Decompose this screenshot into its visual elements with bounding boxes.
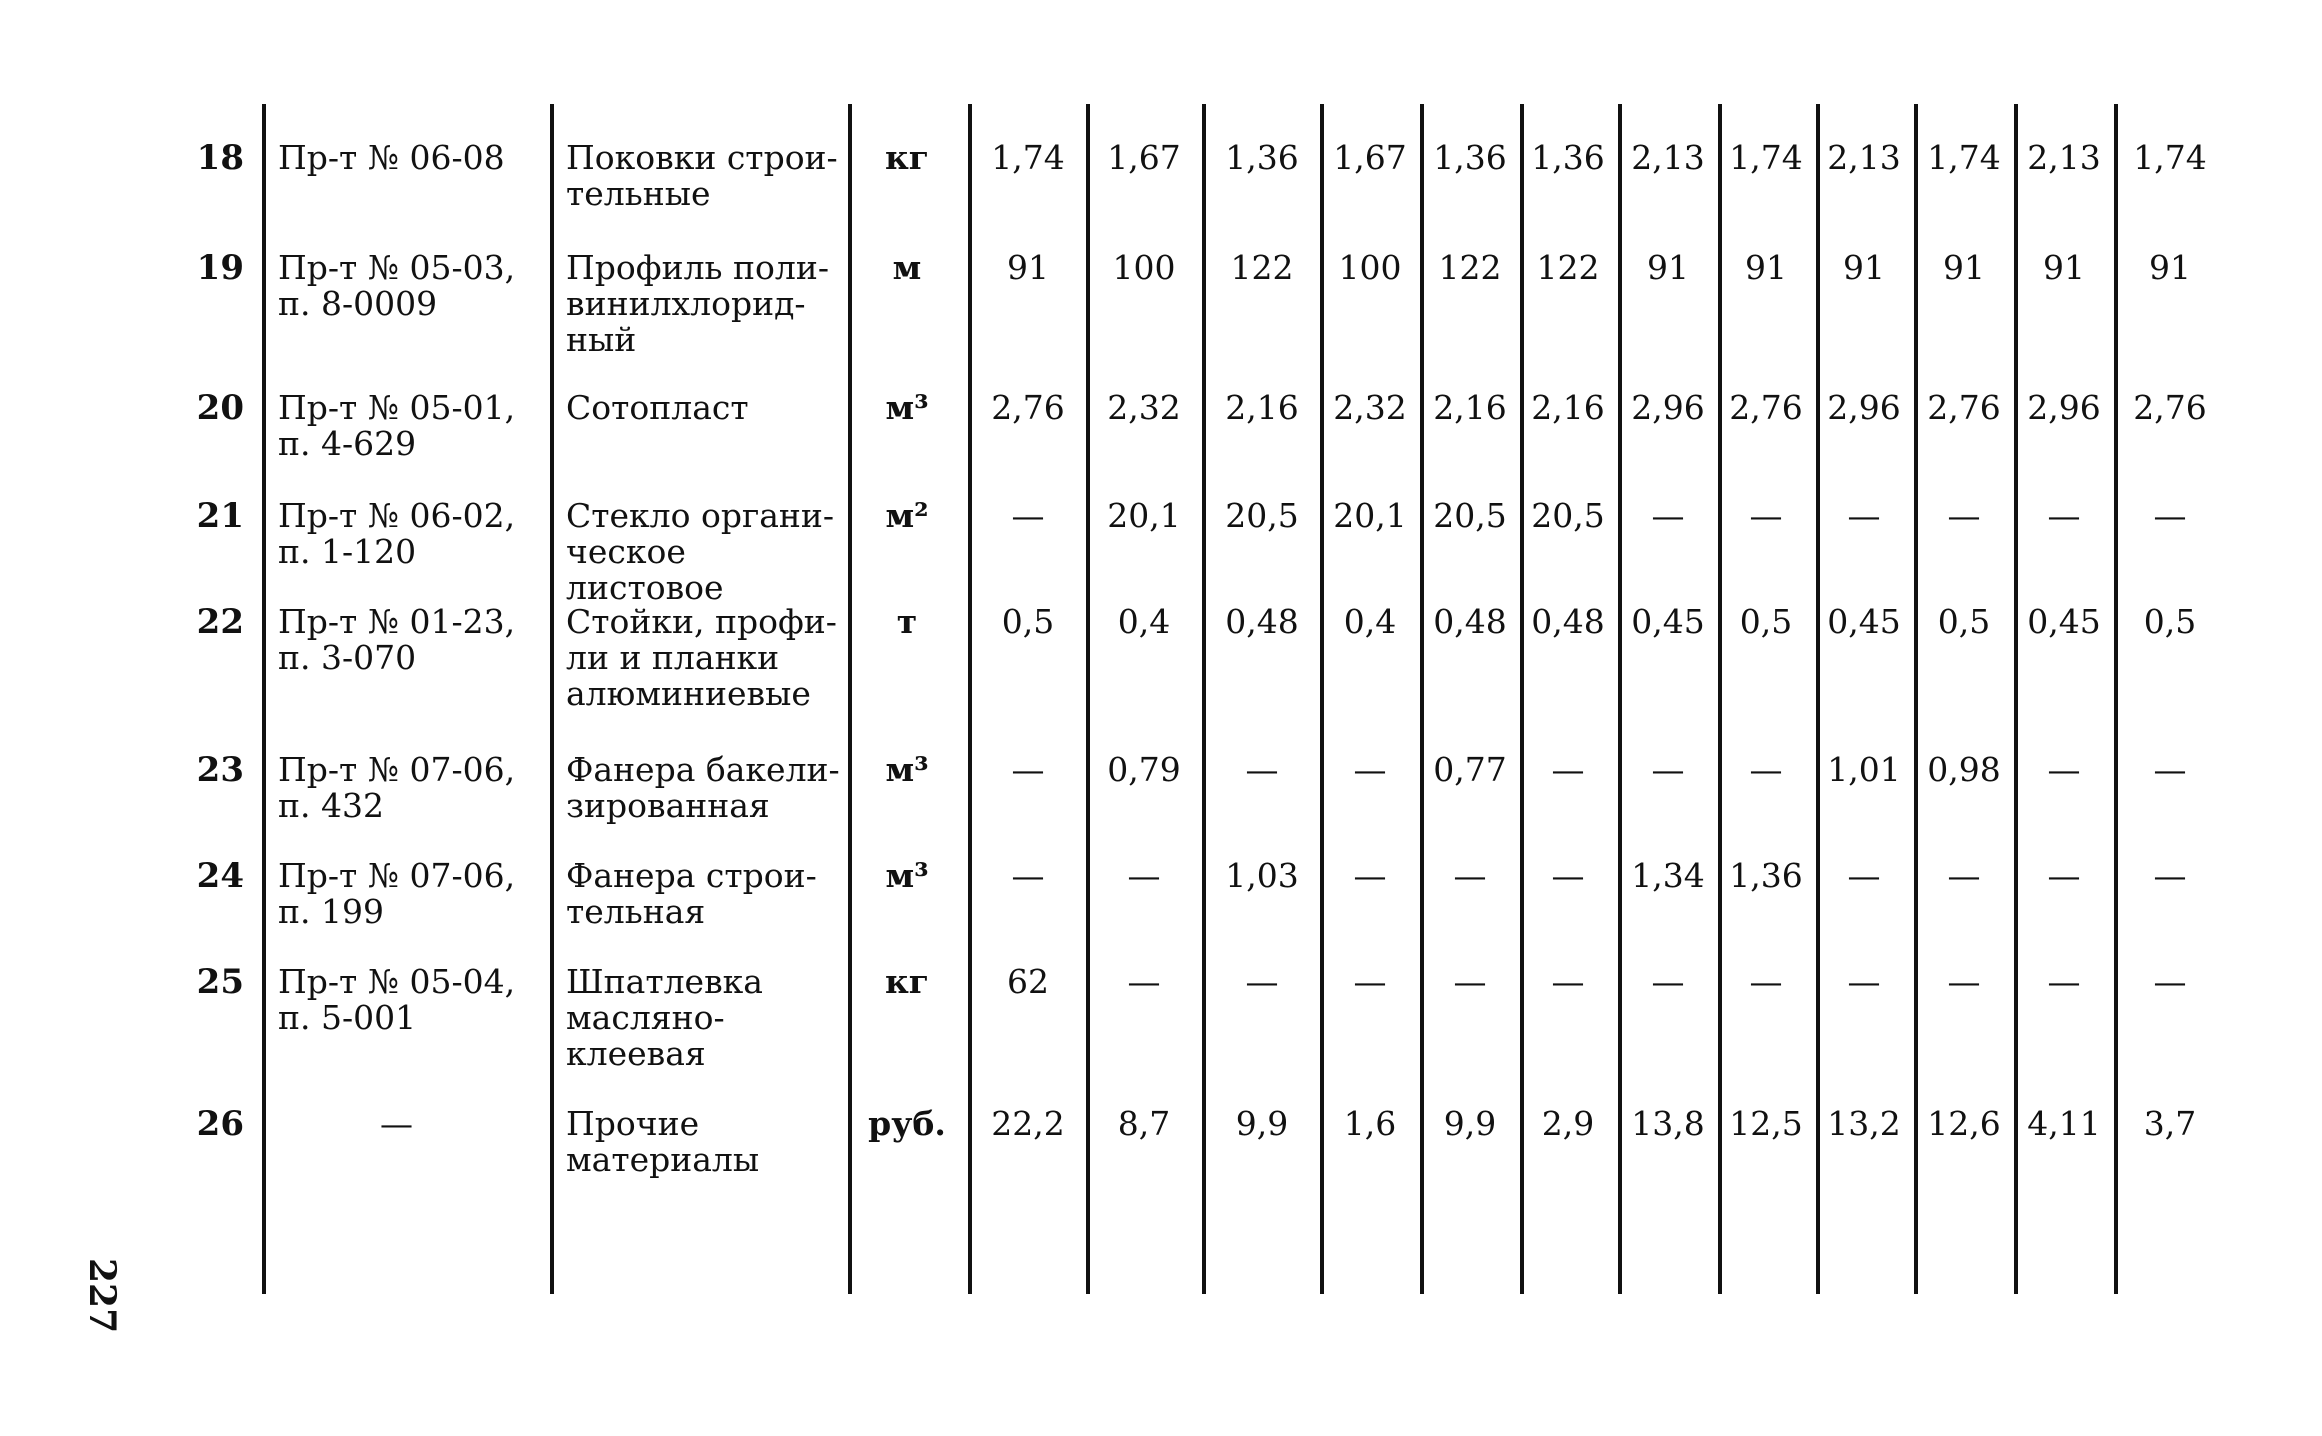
value-cell: —	[1651, 496, 1685, 535]
value-cell: 20,5	[1531, 496, 1605, 535]
value-cell: 1,74	[2133, 138, 2207, 177]
column-rule	[968, 104, 972, 1294]
value-cell: —	[2153, 750, 2187, 789]
value-cell: 9,9	[1443, 1104, 1497, 1143]
value-cell: 2,76	[991, 388, 1065, 427]
material-name: Стойки, профи- ли и планки алюминиевые	[566, 602, 837, 713]
row-number: 22	[196, 602, 244, 642]
value-cell: 2,96	[1827, 388, 1901, 427]
value-cell: —	[1947, 856, 1981, 895]
price-list-reference: Пр-т № 07-06, п. 432	[278, 750, 516, 825]
value-cell: 0,48	[1531, 602, 1605, 641]
value-cell: 0,4	[1343, 602, 1397, 641]
value-cell: 2,96	[2027, 388, 2101, 427]
value-cell: 3,7	[2143, 1104, 2197, 1143]
value-cell: 0,45	[1827, 602, 1901, 641]
value-cell: 1,03	[1225, 856, 1299, 895]
value-cell: 0,79	[1107, 750, 1181, 789]
row-number: 25	[196, 962, 244, 1002]
value-cell: —	[1551, 962, 1585, 1001]
column-rule	[1086, 104, 1090, 1294]
value-cell: 91	[2043, 248, 2085, 287]
value-cell: 0,77	[1433, 750, 1507, 789]
page-number: 227	[81, 1258, 123, 1334]
value-cell: —	[2153, 496, 2187, 535]
value-cell: 20,5	[1433, 496, 1507, 535]
unit-of-measure: кг	[884, 962, 930, 1001]
value-cell: 2,32	[1107, 388, 1181, 427]
material-name: Прочие материалы	[566, 1104, 760, 1179]
value-cell: 1,74	[1927, 138, 2001, 177]
value-cell: —	[1847, 496, 1881, 535]
value-cell: 122	[1230, 248, 1294, 287]
value-cell: —	[2047, 750, 2081, 789]
value-cell: 2,13	[1631, 138, 1705, 177]
value-cell: 2,32	[1333, 388, 1407, 427]
value-cell: —	[2047, 962, 2081, 1001]
value-cell: 91	[1745, 248, 1787, 287]
value-cell: —	[1651, 962, 1685, 1001]
value-cell: 91	[2149, 248, 2191, 287]
value-cell: —	[1011, 750, 1045, 789]
value-cell: —	[1749, 750, 1783, 789]
unit-of-measure: кг	[884, 138, 930, 177]
value-cell: —	[2153, 962, 2187, 1001]
value-cell: —	[1947, 496, 1981, 535]
value-cell: 91	[1007, 248, 1049, 287]
value-cell: 1,6	[1343, 1104, 1397, 1143]
column-rule	[1202, 104, 1206, 1294]
value-cell: 22,2	[991, 1104, 1065, 1143]
value-cell: 2,16	[1225, 388, 1299, 427]
material-name: Поковки строи- тельные	[566, 138, 838, 213]
value-cell: 20,1	[1333, 496, 1407, 535]
row-number: 19	[196, 248, 244, 288]
material-name: Стекло органи- ческое листовое	[566, 496, 835, 607]
value-cell: 2,16	[1433, 388, 1507, 427]
value-cell: —	[2047, 856, 2081, 895]
value-cell: —	[1353, 856, 1387, 895]
value-cell: —	[1551, 750, 1585, 789]
column-rule	[262, 104, 266, 1294]
price-list-reference: Пр-т № 07-06, п. 199	[278, 856, 516, 931]
value-cell: —	[1847, 962, 1881, 1001]
unit-of-measure: м²	[885, 496, 929, 535]
price-list-reference: Пр-т № 01-23, п. 3-070	[278, 602, 516, 677]
value-cell: 0,5	[2143, 602, 2197, 641]
unit-of-measure: м³	[885, 856, 929, 895]
value-cell: 1,36	[1729, 856, 1803, 895]
value-cell: 1,36	[1433, 138, 1507, 177]
row-number: 24	[196, 856, 244, 896]
value-cell: 91	[1647, 248, 1689, 287]
value-cell: 2,16	[1531, 388, 1605, 427]
value-cell: 12,5	[1729, 1104, 1803, 1143]
value-cell: 2,76	[2133, 388, 2207, 427]
row-number: 20	[196, 388, 244, 428]
unit-of-measure: м³	[885, 388, 929, 427]
value-cell: 100	[1112, 248, 1176, 287]
row-number: 26	[196, 1104, 244, 1144]
value-cell: 9,9	[1235, 1104, 1289, 1143]
material-name: Фанера строи- тельная	[566, 856, 817, 931]
column-rule	[2114, 104, 2118, 1294]
value-cell: 8,7	[1117, 1104, 1171, 1143]
value-cell: 0,98	[1927, 750, 2001, 789]
value-cell: 0,5	[1937, 602, 1991, 641]
value-cell: 2,76	[1729, 388, 1803, 427]
price-list-reference: —	[380, 1104, 413, 1143]
value-cell: —	[1749, 962, 1783, 1001]
value-cell: 0,5	[1001, 602, 1055, 641]
value-cell: 4,11	[2027, 1104, 2101, 1143]
price-list-reference: Пр-т № 06-02, п. 1-120	[278, 496, 516, 571]
value-cell: —	[1453, 856, 1487, 895]
value-cell: —	[1245, 962, 1279, 1001]
value-cell: 1,67	[1333, 138, 1407, 177]
value-cell: 122	[1438, 248, 1502, 287]
price-list-reference: Пр-т № 05-01, п. 4-629	[278, 388, 516, 463]
value-cell: 1,74	[1729, 138, 1803, 177]
value-cell: —	[1127, 856, 1161, 895]
value-cell: 1,67	[1107, 138, 1181, 177]
value-cell: 100	[1338, 248, 1402, 287]
value-cell: —	[1947, 962, 1981, 1001]
value-cell: 0,48	[1225, 602, 1299, 641]
value-cell: 2,76	[1927, 388, 2001, 427]
value-cell: —	[1551, 856, 1585, 895]
value-cell: 12,6	[1927, 1104, 2001, 1143]
value-cell: 122	[1536, 248, 1600, 287]
value-cell: —	[1651, 750, 1685, 789]
value-cell: 2,13	[2027, 138, 2101, 177]
value-cell: —	[1749, 496, 1783, 535]
unit-of-measure: т	[896, 602, 918, 641]
row-number: 23	[196, 750, 244, 790]
price-list-reference: Пр-т № 05-03, п. 8-0009	[278, 248, 516, 323]
row-number: 18	[196, 138, 244, 178]
value-cell: —	[1453, 962, 1487, 1001]
price-list-reference: Пр-т № 06-08	[278, 138, 505, 177]
value-cell: 2,13	[1827, 138, 1901, 177]
value-cell: 0,45	[2027, 602, 2101, 641]
value-cell: —	[1011, 856, 1045, 895]
value-cell: 20,5	[1225, 496, 1299, 535]
value-cell: —	[1353, 962, 1387, 1001]
value-cell: —	[2047, 496, 2081, 535]
value-cell: 13,2	[1827, 1104, 1901, 1143]
unit-of-measure: м³	[885, 750, 929, 789]
material-name: Профиль поли- винилхлорид- ный	[566, 248, 829, 359]
value-cell: 2,96	[1631, 388, 1705, 427]
value-cell: 0,48	[1433, 602, 1507, 641]
value-cell: 1,36	[1531, 138, 1605, 177]
value-cell: 1,01	[1827, 750, 1901, 789]
value-cell: —	[2153, 856, 2187, 895]
material-name: Сотопласт	[566, 388, 749, 427]
unit-of-measure: руб.	[868, 1104, 946, 1143]
value-cell: —	[1847, 856, 1881, 895]
unit-of-measure: м	[892, 248, 922, 287]
value-cell: 91	[1843, 248, 1885, 287]
value-cell: —	[1353, 750, 1387, 789]
value-cell: 91	[1943, 248, 1985, 287]
value-cell: 20,1	[1107, 496, 1181, 535]
value-cell: 62	[1007, 962, 1049, 1001]
value-cell: 13,8	[1631, 1104, 1705, 1143]
value-cell: —	[1127, 962, 1161, 1001]
value-cell: 1,74	[991, 138, 1065, 177]
column-rule	[550, 104, 554, 1294]
material-name: Шпатлевка масляно- клеевая	[566, 962, 763, 1073]
value-cell: —	[1245, 750, 1279, 789]
value-cell: 1,34	[1631, 856, 1705, 895]
value-cell: 1,36	[1225, 138, 1299, 177]
material-name: Фанера бакели- зированная	[566, 750, 840, 825]
value-cell: 0,5	[1739, 602, 1793, 641]
value-cell: 0,45	[1631, 602, 1705, 641]
row-number: 21	[196, 496, 244, 536]
value-cell: 0,4	[1117, 602, 1171, 641]
price-list-reference: Пр-т № 05-04, п. 5-001	[278, 962, 516, 1037]
value-cell: 2,9	[1541, 1104, 1595, 1143]
value-cell: —	[1011, 496, 1045, 535]
